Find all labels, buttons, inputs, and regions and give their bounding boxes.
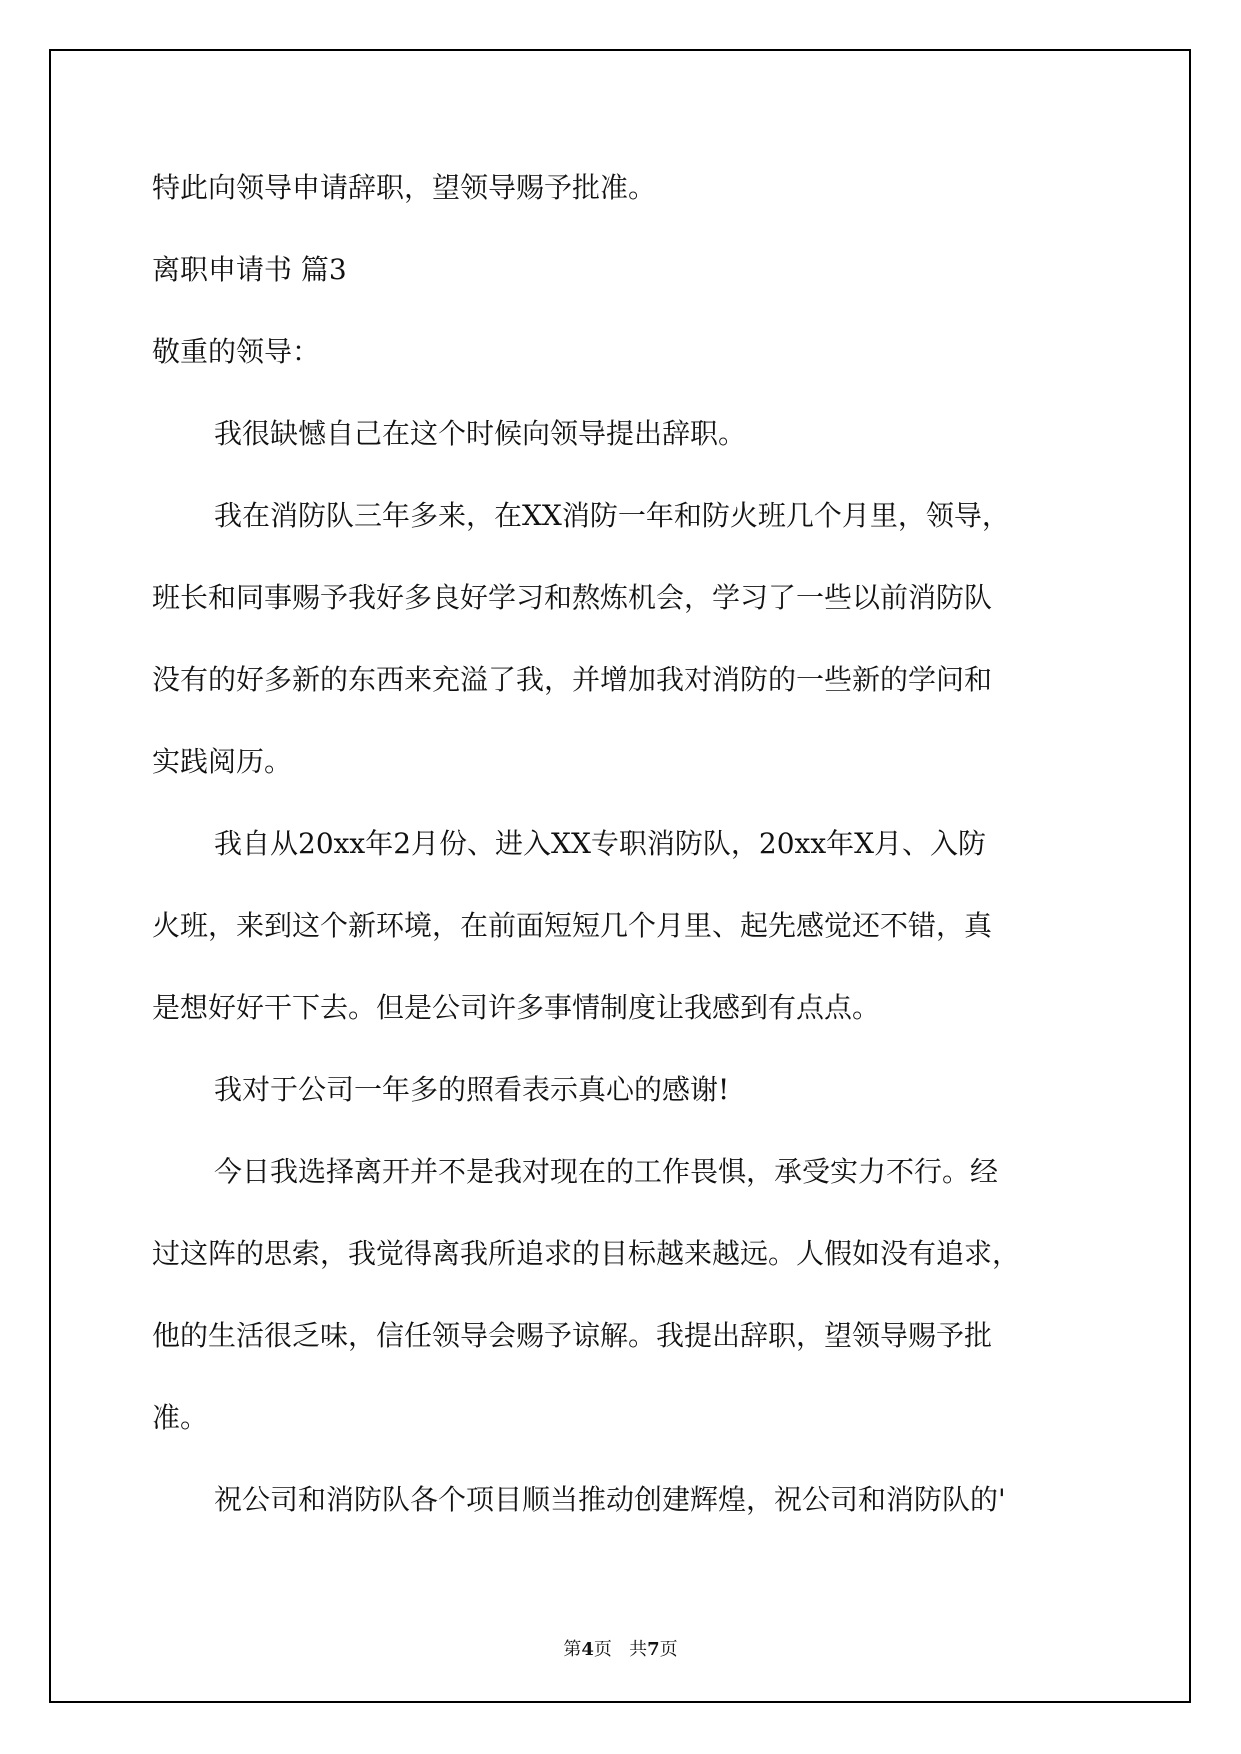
text-line: 没有的好多新的东西来充溢了我，并增加我对消防的一些新的学问和: [152, 663, 993, 696]
page-border: [49, 49, 1191, 1703]
current-page-number: 4: [581, 1639, 594, 1660]
text-line: 我自从20xx年2月份、进入XX专职消防队，20xx年X月、入防: [214, 827, 987, 860]
footer-total-prefix: 共: [629, 1639, 648, 1660]
text-line: 是想好好干下去。但是公司许多事情制度让我感到有点点。: [152, 991, 881, 1024]
text-line: 实践阅历。: [152, 745, 293, 778]
text-line: 过这阵的思索，我觉得离我所追求的目标越来越远。人假如没有追求，: [152, 1237, 1021, 1270]
footer-total-suffix: 页: [659, 1639, 678, 1660]
footer-prefix: 第: [563, 1639, 582, 1660]
footer-page-word: 页: [593, 1639, 612, 1660]
text-line: 准。: [152, 1401, 209, 1434]
text-line: 今日我选择离开并不是我对现在的工作畏惧，承受实力不行。经: [214, 1155, 999, 1188]
text-line: 我对于公司一年多的照看表示真心的感谢!: [214, 1073, 730, 1106]
text-line: 祝公司和消防队各个项目顺当推动创建辉煌，祝公司和消防队的': [214, 1483, 1006, 1516]
text-line: 火班，来到这个新环境，在前面短短几个月里、起先感觉还不错，真: [152, 909, 993, 942]
text-line: 我很缺憾自己在这个时候向领导提出辞职。: [214, 417, 747, 450]
section-heading: 离职申请书 篇3: [152, 253, 347, 286]
text-line: 班长和同事赐予我好多良好学习和熬炼机会，学习了一些以前消防队: [152, 581, 993, 614]
total-pages-number: 7: [647, 1639, 660, 1660]
text-line: 特此向领导申请辞职，望领导赐予批准。: [152, 171, 657, 204]
text-line: 我在消防队三年多来，在XX消防一年和防火班几个月里，领导，: [214, 499, 1010, 532]
text-line: 他的生活很乏味，信任领导会赐予谅解。我提出辞职，望领导赐予批: [152, 1319, 993, 1352]
page-footer: [0, 1635, 1241, 1661]
salutation: 敬重的领导：: [152, 335, 321, 368]
